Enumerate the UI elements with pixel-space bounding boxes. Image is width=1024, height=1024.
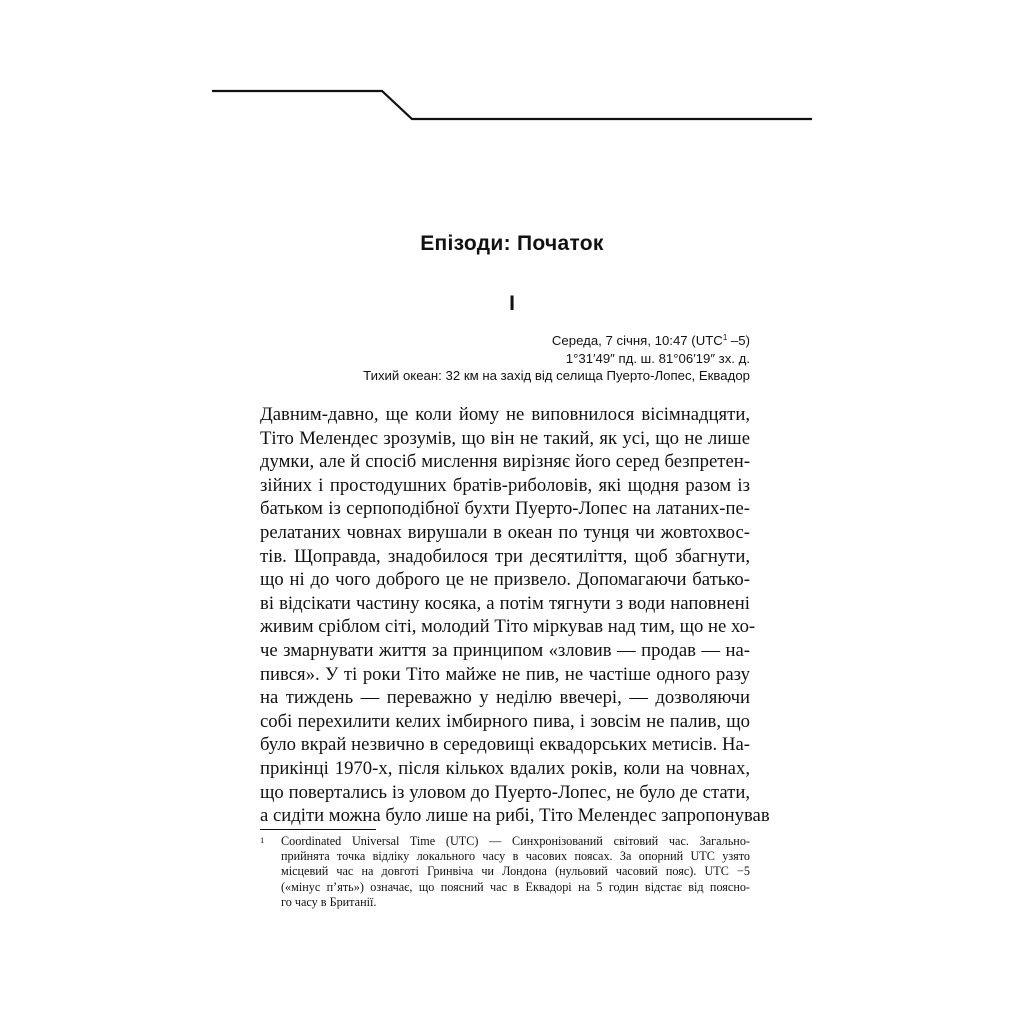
epigraph <box>300 332 750 385</box>
header-rule-line <box>212 91 812 119</box>
body-text <box>260 403 770 828</box>
epigraph-date: Середа, 7 січня, 10:47 (UTC$^1$ –5) <box>551 333 750 348</box>
footnote-line: прийнята точка відліку локального часу в часових поясах. За опорний UTC узято <box>281 849 750 864</box>
body-line: думки, але й спосіб мислення вирізняє його серед безпретен- <box>260 451 750 473</box>
body-line: батьком із серпоподібної бухти Пуерто-Лопес на латаних-пе- <box>260 498 750 520</box>
body-line: релатаних човнах вирушали в океан по тунця чи жовтохвос- <box>260 521 750 543</box>
footnote-line: («мінус п’ять») означає, що поясний час в Еквадорі на 5 годин відстає від поясно- <box>281 879 750 894</box>
body-line: а сидіти можна було лише на рибі, Тіто Мелендес запропонував <box>260 805 770 827</box>
body-line: зійних і простодушних братів-риболовів, які щодня разом із <box>260 474 750 496</box>
body-line: пився». У ті роки Тіто майже не пив, не частіше одного разу <box>260 663 750 685</box>
footnote-number: 1 <box>260 835 265 845</box>
footnote-line: Coordinated Universal Time (UTC) — Синхронізований світовий час. Загально- <box>281 834 750 848</box>
body-line: собі перехилити келих імбирного пива, і зовсім не палив, що <box>260 710 750 732</box>
body-line: що повертались із уловом до Пуерто-Лопес, не було де стати, <box>260 781 750 803</box>
body-line: що ні до чого доброго це не призвело. Допомагаючи батько- <box>260 569 750 591</box>
chapter-title: Епізоди: Початок <box>420 232 604 255</box>
body-line: живим сріблом сіті, молодий Тіто міркував над тим, що не хо- <box>260 616 756 638</box>
body-line: ві відсікати частину косяка, а потім тягнути з води наповнені <box>260 592 750 614</box>
epigraph-location: Тихий океан: 32 км на захід від селища Пуерто-Лопес, Еквадор <box>363 368 750 383</box>
body-line: прикінці 1970-х, після кількох вдалих років, коли на човнах, <box>260 757 750 779</box>
body-line: че змарнувати життя за принципом «зловив — продав — на- <box>260 639 750 661</box>
body-line: Тіто Мелендес зрозумів, що він не такий, як усі, що не лише <box>260 427 750 449</box>
body-line: було вкрай незвично в середовищі еквадорських метисів. На- <box>260 734 750 756</box>
footnote-line: місцевий час на довготі Гринвіча чи Лондона (нульовий часовий пояс). UTC −5 <box>281 864 750 879</box>
footnote-reference[interactable]: 1 <box>722 333 728 342</box>
epigraph-coordinates: 1°31′49″ пд. ш. 81°06′19″ зх. д. <box>565 350 750 366</box>
footnote-body <box>281 834 750 910</box>
footnote <box>260 834 750 910</box>
body-line: тів. Щоправда, знадобилося три десятиліття, щоб збагнути, <box>260 545 750 567</box>
header-rule <box>0 0 1024 140</box>
footnote-line: го часу в Британії. <box>281 894 377 909</box>
body-line: Давним-давно, ще коли йому не виповнилося вісімнадцяти, <box>260 404 750 425</box>
footnote-separator <box>260 829 376 830</box>
body-line: на тиждень — переважно у неділю ввечері, — дозволяючи <box>260 687 750 709</box>
section-number: I <box>509 292 515 315</box>
